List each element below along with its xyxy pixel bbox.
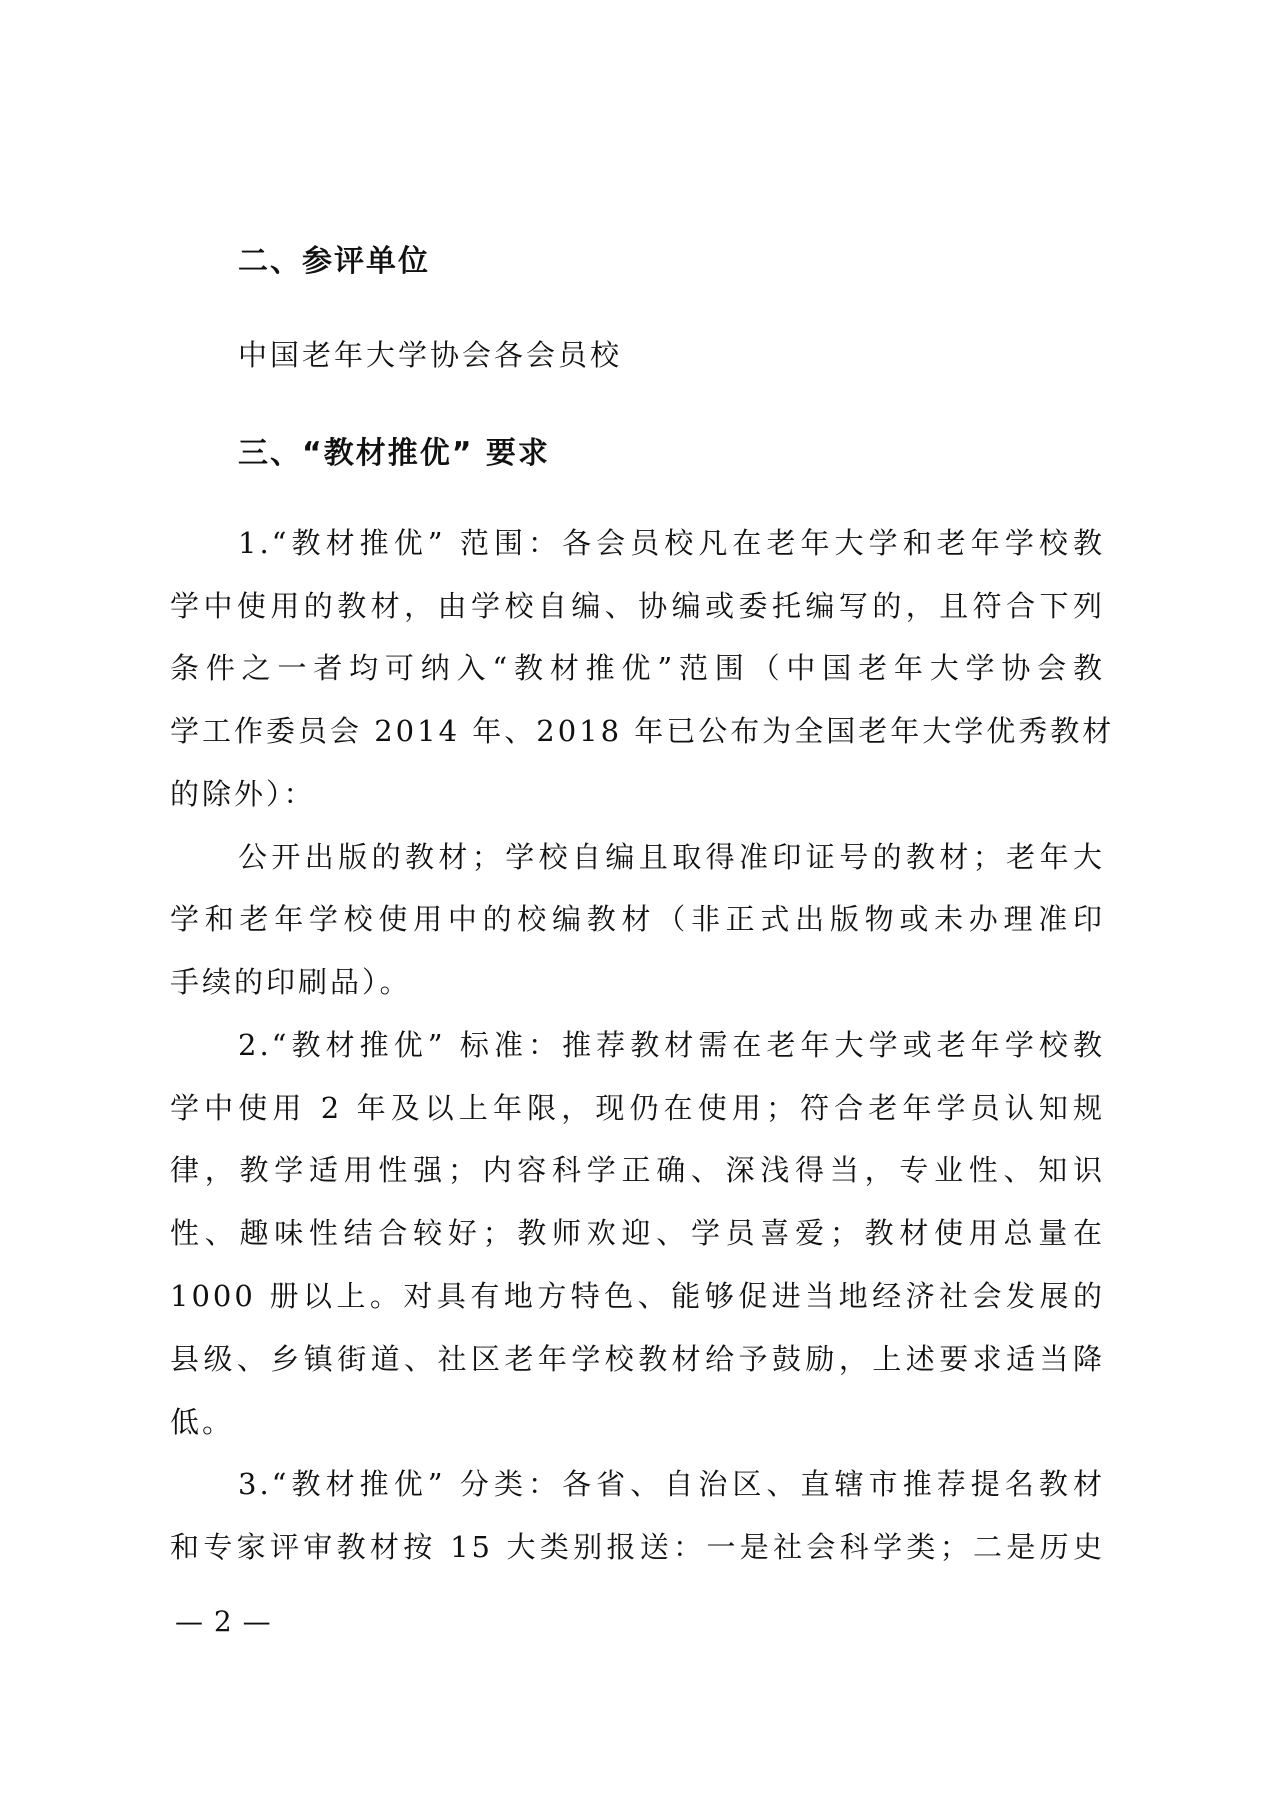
item-2-line-7: 低。 xyxy=(170,1405,235,1439)
item-1-line-5: 的除外）： xyxy=(170,777,316,811)
item-2-line-4: 性、趣味性结合较好；教师欢迎、学员喜爱；教材使用总量在 xyxy=(170,1216,1105,1250)
item-2-line-2: 学中使用 2 年及以上年限，现仍在使用；符合老年学员认知规 xyxy=(170,1091,1105,1125)
item-2-line-1: 2.“教材推优” 标准：推荐教材需在老年大学或老年学校教 xyxy=(238,1028,1105,1062)
item-1-sub-line-3: 手续的印刷品）。 xyxy=(170,965,412,999)
item-1-line-2: 学中使用的教材，由学校自编、协编或委托编写的，且符合下列 xyxy=(170,589,1105,623)
section-2-heading: 二、参评单位 xyxy=(238,244,430,279)
item-1-sub-line-1: 公开出版的教材；学校自编且取得准印证号的教材；老年大 xyxy=(238,840,1105,874)
item-3-line-1: 3.“教材推优” 分类：各省、自治区、直辖市推荐提名教材 xyxy=(238,1467,1105,1501)
item-1-line-1: 1.“教材推优” 范围：各会员校凡在老年大学和老年学校教 xyxy=(238,526,1105,560)
item-1-sub-line-2: 学和老年学校使用中的校编教材（非正式出版物或未办理准印 xyxy=(170,902,1105,936)
item-1-line-3: 条件之一者均可纳入“教材推优”范围（中国老年大学协会教 xyxy=(170,651,1105,685)
section-3-heading: 三、“教材推优” 要求 xyxy=(238,436,550,471)
item-3-line-2: 和专家评审教材按 15 大类别报送：一是社会科学类；二是历史 xyxy=(170,1530,1105,1564)
item-1-line-4: 学工作委员会 2014 年、2018 年已公布为全国老年大学优秀教材 xyxy=(170,714,1115,748)
item-2-line-6: 县级、乡镇街道、社区老年学校教材给予鼓励，上述要求适当降 xyxy=(170,1342,1105,1376)
item-2-line-5: 1000 册以上。对具有地方特色、能够促进当地经济社会发展的 xyxy=(170,1279,1105,1313)
page-number: — 2 — xyxy=(175,1605,272,1638)
section-2-text: 中国老年大学协会各会员校 xyxy=(238,338,623,372)
item-2-line-3: 律，教学适用性强；内容科学正确、深浅得当，专业性、知识 xyxy=(170,1153,1105,1187)
